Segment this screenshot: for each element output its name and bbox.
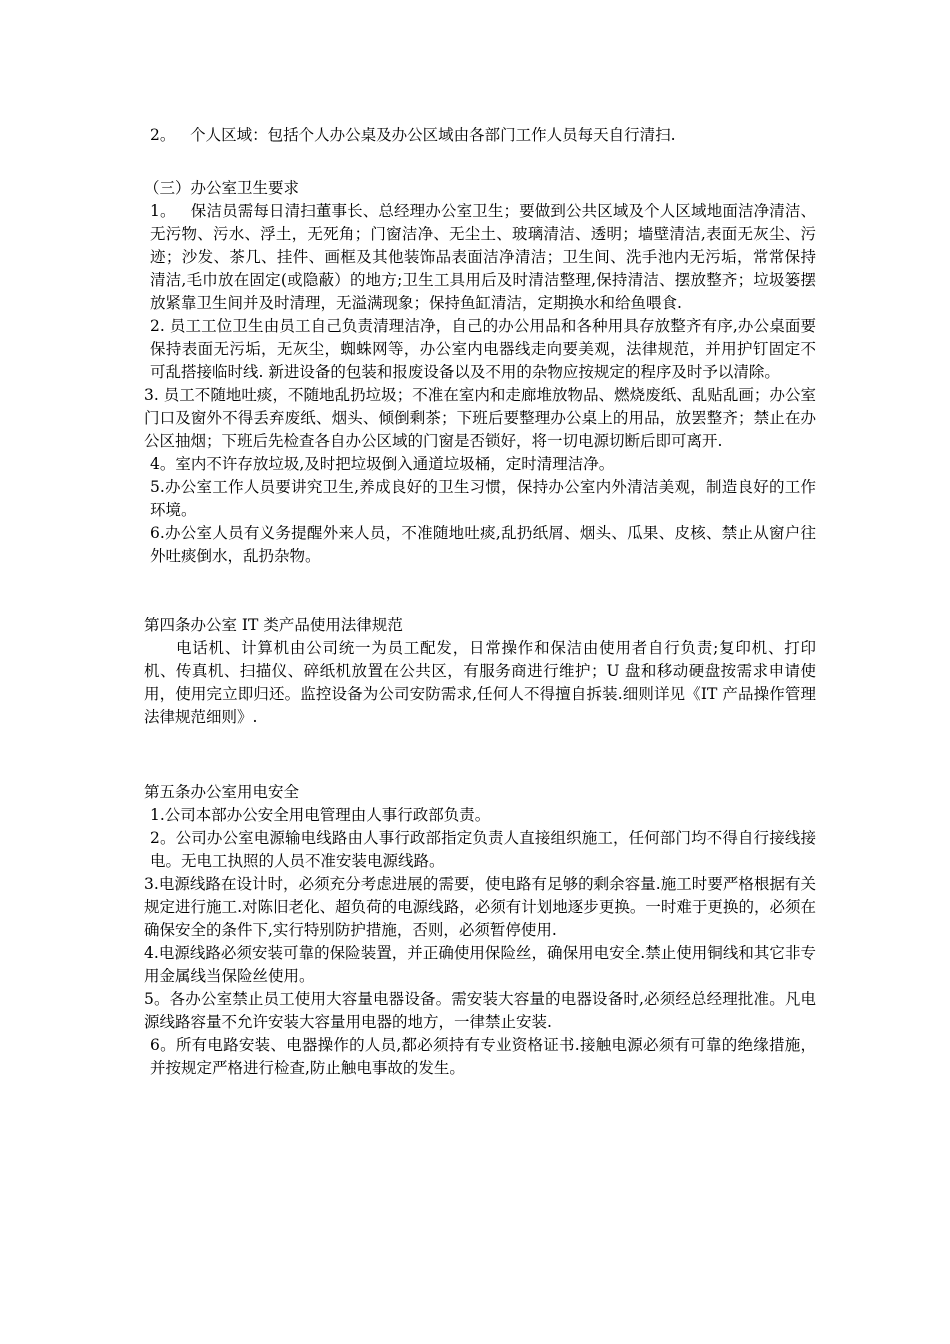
article4-body: 电话机、计算机由公司统一为员工配发，日常操作和保洁由使用者自行负责;复印机、打印机、传真机、扫描仪、碎纸机放置在公共区，有服务商进行维护；U 盘和移动硬盘按需求申请使用，使用完立即归还。监控设备为公司安防需求,任何人不得擅自拆装.细则详见《IT 产品操作管理法律规范细则》. xyxy=(144,639,816,726)
document-body xyxy=(144,124,816,1080)
section3-heading: （三）办公室卫生要求 xyxy=(144,179,300,197)
section3-item-3: 3. 员工不随地吐痰，不随地乱扔垃圾；不准在室内和走廊堆放物品、燃烧废纸、乱贴乱画；办公室门口及窗外不得丢弃废纸、烟头、倾倒剩茶；下班后要整理办公桌上的用品，放罢整齐；禁止在办公区抽烟；下班后先检查各自办公区域的门窗是否锁好，将一切电源切断后即可离开. xyxy=(144,386,817,450)
article5-item-3: 3.电源线路在设计时，必须充分考虑进展的需要，使电路有足够的剩余容量.施工时要严格根据有关规定进行施工.对陈旧老化、超负荷的电源线路，必须有计划地逐步更换。一时难于更换的，必须在确保安全的条件下,实行特别防护措施，否则，必须暂停使用. xyxy=(144,875,816,939)
article5-item-1: 1.公司本部办公安全用电管理由人事行政部负责。 xyxy=(150,806,491,824)
section3-item-5: 5.办公室工作人员要讲究卫生,养成良好的卫生习惯，保持办公室内外清洁美观，制造良好的工作环境。 xyxy=(150,478,816,519)
section3-item-2: 2. 员工工位卫生由员工自己负责清理洁净，自己的办公用品和各种用具存放整齐有序,办公桌面要保持表面无污垢，无灰尘，蜘蛛网等，办公室内电器线走向要美观，法律规范，并用护钉固定不可乱搭接临时线. 新进设备的包装和报废设备以及不用的杂物应按规定的程序及时予以清除。 xyxy=(150,317,816,381)
section3-item-1: 1。 保洁员需每日清扫董事长、总经理办公室卫生；要做到公共区域及个人区域地面洁净清洁、无污物、污水、浮土，无死角；门窗洁净、无尘土、玻璃清洁、透明；墙壁清洁,表面无灰尘、污迹；沙发、茶几、挂件、画框及其他装饰品表面洁净清洁；卫生间、洗手池内无污垢，常常保持清洁,毛巾放在固定(或隐蔽）的地方;卫生工具用后及时清洁整理,保持清洁、摆放整齐；垃圾篓摆放紧靠卫生间并及时清理，无溢满现象；保持鱼缸清洁，定期换水和给鱼喂食. xyxy=(150,202,816,312)
article5-item-2: 2。公司办公室电源输电线路由人事行政部指定负责人直接组织施工，任何部门均不得自行接线接电。无电工执照的人员不准安装电源线路。 xyxy=(150,829,816,870)
personal-area-paragraph: 2。 个人区域：包括个人办公桌及办公区域由各部门工作人员每天自行清扫. xyxy=(150,126,676,144)
article4-heading: 第四条办公室 IT 类产品使用法律规范 xyxy=(144,616,403,634)
article5-heading: 第五条办公室用电安全 xyxy=(144,783,300,801)
section3-item-4: 4。室内不许存放垃圾,及时把垃圾倒入通道垃圾桶，定时清理洁净。 xyxy=(150,455,615,473)
article5-item-6: 6。所有电路安装、电器操作的人员,都必须持有专业资格证书.接触电源必须有可靠的绝缘措施，并按规定严格进行检查,防止触电事故的发生。 xyxy=(150,1036,816,1077)
article5-item-5: 5。各办公室禁止员工使用大容量电器设备。需安装大容量的电器设备时,必须经总经理批准。凡电源线路容量不允许安装大容量用电器的地方，一律禁止安装. xyxy=(144,990,816,1031)
article5-item-4: 4.电源线路必须安装可靠的保险装置，并正确使用保险丝，确保用电安全.禁止使用铜线和其它非专用金属线当保险丝使用。 xyxy=(144,944,816,985)
section3-item-6: 6.办公室人员有义务提醒外来人员，不准随地吐痰,乱扔纸屑、烟头、瓜果、皮核、禁止从窗户往外吐痰倒水，乱扔杂物。 xyxy=(150,524,816,565)
